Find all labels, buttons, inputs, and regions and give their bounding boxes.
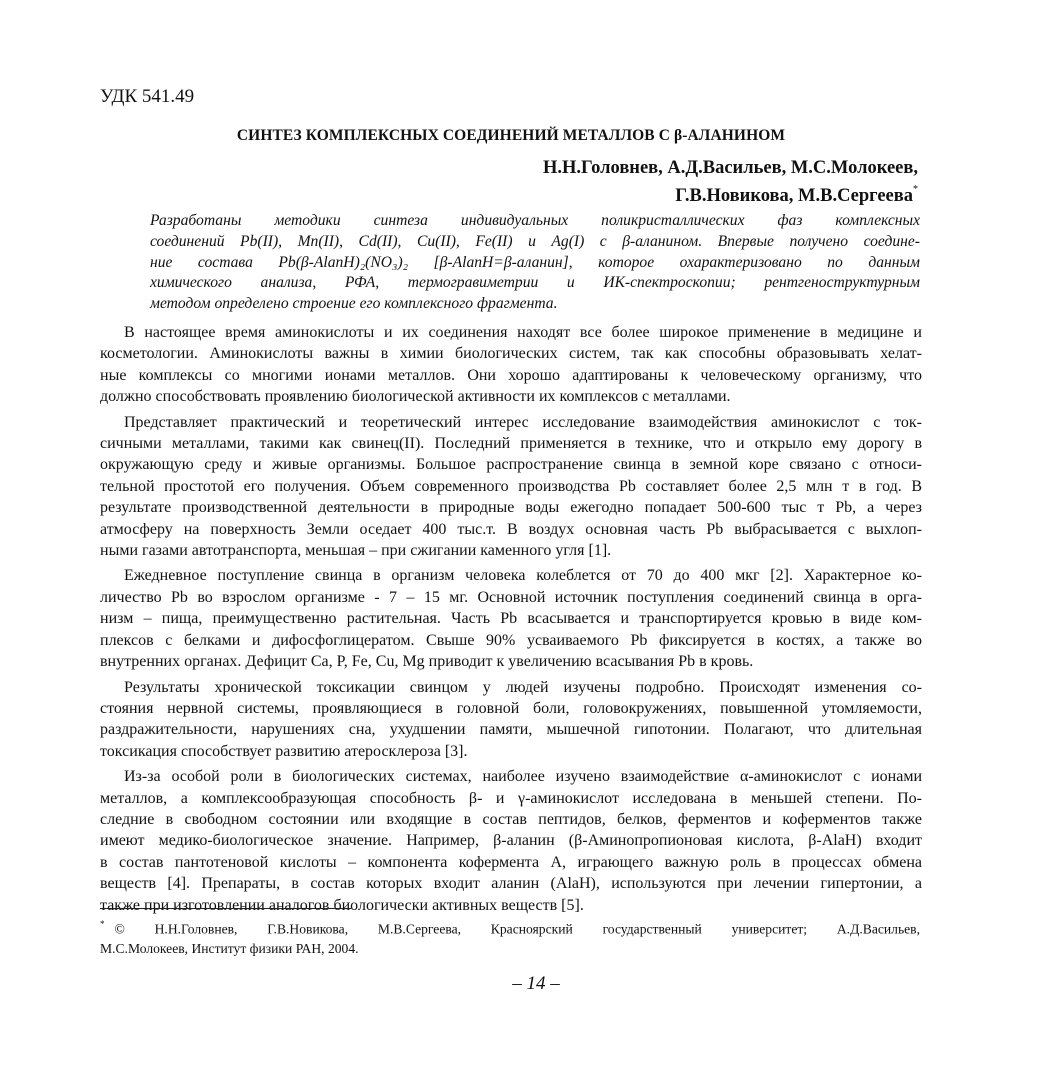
body-line: веществ [4]. Препараты, в состав которых входит аланин (AlaH), используются при лечении гипертонии, а: [100, 875, 922, 893]
body-line: ными газами автотранспорта, меньшая – при сжигании каменного угля [1].: [100, 542, 612, 560]
body-line: В настоящее время аминокислоты и их соединения находят все более широкое применение в медицине и: [124, 324, 922, 341]
abstract-line: Разработаны методики синтеза индивидуальных поликристаллических фаз комплексных: [150, 212, 920, 229]
body-line: атмосферу на поверхность Земли оседает 400 тыс.т. В воздух основная часть Pb выбрасывается с выхлоп-: [100, 520, 922, 538]
body-line: Результаты хронической токсикации свинцом у людей изучены подробно. Происходят изменения со-: [124, 678, 922, 696]
abstract-line: химического анализа, РФА, термогравиметрии и ИК-спектроскопии; рентгеноструктурным: [150, 274, 920, 292]
body-line: личество Pb во взрослом организме - 7 – 15 мг. Основной источник поступления соединений свинца в орга-: [100, 588, 922, 606]
authors-line-2-text: Г.В.Новикова, М.В.Сергеева: [675, 186, 913, 207]
article-title: СИНТЕЗ КОМПЛЕКСНЫХ СОЕДИНЕНИЙ МЕТАЛЛОВ С β-АЛАНИНОМ: [236, 127, 786, 144]
body-line: результате производственной деятельности в природные воды ежегодно попадает 500-600 тыс т Pb, а через: [100, 499, 922, 517]
body-line: Из-за особой роли в биологических системах, наиболее изучено взаимодействие α-аминокислот с ионами: [124, 768, 922, 786]
body-line: плексов с белками и дифосфоглицератом. Свыше 90% усваиваемого Pb фиксируется в костях, а также во: [100, 631, 922, 649]
body-line: тельной простотой его получения. Объем современного производства Pb составляет более 2,5 млн т в год. В: [100, 477, 922, 495]
body-line: Представляет практический и теоретический интерес исследование взаимодействия аминокислот с ток-: [124, 413, 922, 431]
authors-line-1: Н.Н.Головнев, А.Д.Васильев, М.С.Молокеев,: [542, 158, 918, 178]
authors-line-2: [318, 180, 918, 208]
paragraph-2: [100, 412, 922, 562]
udk-code: УДК 541.49: [100, 86, 195, 107]
author-footnote-mark: *: [913, 184, 918, 195]
body-line: ные комплексы со многими ионами металлов. Они хорошо адаптированы к человеческому организму, что: [100, 366, 922, 384]
page-number: – 14 –: [512, 973, 560, 994]
body-line: внутренних органах. Дефицит Ca, P, Fe, Cu, Mg приводит к увеличению всасывания Pb в кровь.: [100, 653, 754, 671]
abstract-line: соединений Pb(II), Mn(II), Cd(II), Cu(II), Fe(II) и Ag(I) с β-аланином. Впервые получено соедине-: [150, 232, 920, 250]
body-line: раздражительности, нарушениях сна, ухудшении памяти, мышечной гипотонии. Полагают, что длительная: [100, 721, 922, 739]
body-line: сичными металлами, такими как свинец(II). Последний применяется в технике, что и открыло ему дорогу в: [100, 435, 922, 453]
body-line: токсикация способствует развитию атеросклероза [3].: [100, 742, 468, 760]
body-line: в состав пантотеновой кислоты – компонента кофермента А, играющего важную роль в процессах обмена: [100, 853, 922, 871]
body-line: Ежедневное поступление свинца в организм человека колеблется от 70 до 400 мкг [2]. Характерное ко-: [124, 567, 922, 585]
body-line: должно способствовать проявлению биологической активности их комплексов с металлами.: [100, 388, 731, 406]
body-line: металлов, а комплексообразующая способность β- и γ-аминокислот исследована в меньшей степени. По-: [100, 789, 922, 807]
body-line: следние в свободном состоянии или входящие в состав пептидов, белков, ферментов и коферментов также: [100, 810, 922, 828]
paragraph-4: [100, 677, 922, 763]
body-line: косметологии. Аминокислоты важны в химии биологических систем, так как способны образовывать хелат-: [100, 345, 922, 363]
footnote-line-2: М.С.Молокеев, Институт физики РАН, 2004.: [100, 941, 359, 957]
footnote-mark: *: [100, 919, 105, 929]
document-page: [100, 0, 922, 1080]
paragraph-5: [100, 766, 922, 916]
abstract: [150, 211, 920, 315]
body-line: имеют медико-биологическое значение. Например, β-аланин (β-Аминопропионовая кислота, β-AlaH) входит: [100, 832, 922, 850]
paragraph-1: [100, 322, 922, 408]
body-line: также при изготовлении аналогов биологически активных веществ [5].: [100, 896, 584, 914]
abstract-line: ние состава Pb(β-AlanH)₂(NO₃)₂ [β-AlanH=β-аланин], которое охарактеризовано по данным: [150, 253, 920, 271]
body-line: окружающую среду и живые организмы. Большое распространение свинца в земной коре связано с относи-: [100, 456, 922, 474]
footnote-line-1-text: © Н.Н.Головнев, Г.В.Новикова, М.В.Сергеева, Красноярский государственный университет; А.Д.Васильев,: [114, 921, 920, 937]
footnote-line-1: [100, 916, 920, 939]
body-line: стояния нервной системы, проявляющиеся в головной боли, головокружениях, повышенной утомляемости,: [100, 699, 922, 717]
body-line: низм – пища, преимущественно растительная. Часть Pb всасывается и транспортируется кровью в виде ком-: [100, 610, 922, 628]
body-text: [100, 322, 922, 920]
paragraph-3: [100, 565, 922, 672]
abstract-line: методом определено строение его комплексного фрагмента.: [150, 295, 558, 313]
footnote-divider: [100, 908, 351, 909]
footnote: [100, 916, 920, 959]
author-list: [318, 156, 918, 208]
